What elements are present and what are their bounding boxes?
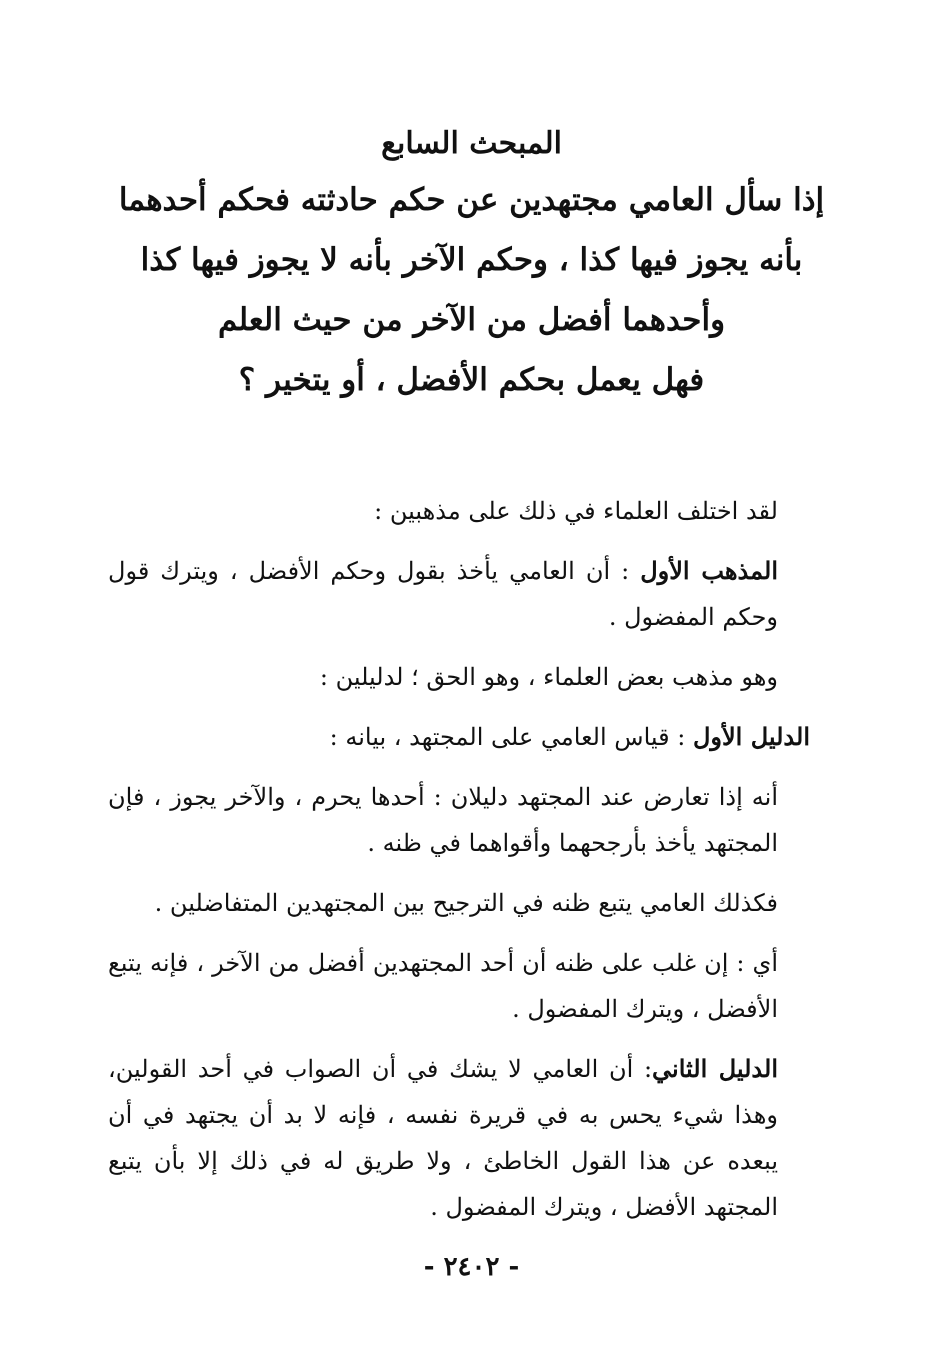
first-opinion-paragraph [108,548,810,640]
question-line-2: بأنه يجوز فيها كذا ، وحكم الآخر بأنه لا يجوز فيها كذا [140,242,803,278]
clarification-paragraph: أي : إن غلب على ظنه أن أحد المجتهدين أفضل من الآخر ، فإنه يتبع الأفضل ، ويترك المفضول . [108,949,778,1023]
opinion-support-paragraph: وهو مذهب بعض العلماء ، وهو الحق ؛ لدليلين : [319,663,778,691]
question-line-4: فهل يعمل بحكم الأفضل ، أو يتخير ؟ [238,362,705,398]
page-number: - ٢٤٠٢ - [423,1252,520,1282]
page-footer [0,1252,943,1282]
section-title: المبحث السابع [381,126,562,161]
second-evidence-text: : أن العامي لا يشك في أن الصواب في أحد القولين، وهذا شيء يحس به في قريرة نفسه ، فإنه لا بد أن يجتهد في أن يبعده عن هذا القول الخاطئ ، ولا طريق له في ذلك إلا بأن يتبع المجتهد الأفضل ، ويترك المفضول . [108,1055,778,1221]
question-line-3: وأحدهما أفضل من الآخر من حيث العلم [217,302,726,338]
section-heading [100,118,843,410]
second-evidence-label: الدليل الثاني [652,1054,779,1083]
first-opinion-label: المذهب الأول [640,556,778,585]
first-opinion-text: : أن العامي يأخذ بقول وحكم الأفضل ، ويترك قول وحكم المفضول . [108,557,778,631]
intro-paragraph: لقد اختلف العلماء في ذلك على مذهبين : [374,497,778,525]
analogy-paragraph: فكذلك العامي يتبع ظنه في الترجيح بين المجتهدين المتفاضلين . [154,889,778,917]
second-evidence-paragraph [108,1046,810,1230]
first-evidence-text: : قياس العامي على المجتهد ، بيانه : [329,723,693,751]
body-text [108,488,810,1244]
question-line-1: إذا سأل العامي مجتهدين عن حكم حادثته فحكم أحدهما [118,182,825,218]
first-evidence-paragraph [108,714,810,760]
evidence-explanation-paragraph: أنه إذا تعارض عند المجتهد دليلان : أحدها يحرم ، والآخر يجوز ، فإن المجتهد يأخذ بأرجحهما وأقواهما في ظنه . [108,783,778,857]
first-evidence-label: الدليل الأول [692,722,810,751]
